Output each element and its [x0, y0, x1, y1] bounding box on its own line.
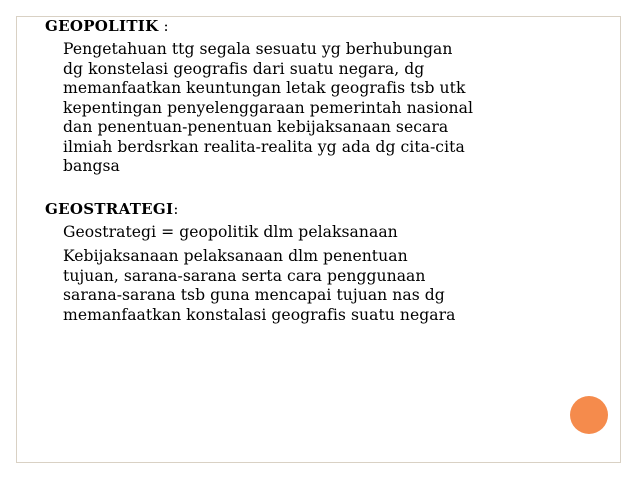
slide-content [45, 16, 605, 325]
heading-geostrategi-colon: : [173, 199, 179, 218]
geopolitik-definition [63, 40, 605, 177]
heading-geopolitik-colon: : [158, 17, 169, 35]
geopolitik-line-4: kepentingan penyelenggaraan pemerintah nasional [63, 98, 474, 117]
geostrategi-line-4: memanfaatkan konstalasi geografis suatu negara [63, 305, 456, 324]
heading-geostrategi-text: GEOSTRATEGI [45, 199, 174, 218]
geopolitik-line-3: memanfaatkan keuntungan letak geografis tsb utk [63, 79, 466, 97]
heading-geopolitik-text: GEOPOLITIK [45, 17, 159, 35]
geopolitik-line-7: bangsa [63, 157, 120, 175]
geostrategi-definition [63, 247, 605, 325]
geostrategi-line-2: tujuan, sarana-sarana serta cara penggunaan [63, 266, 426, 285]
geostrategi-eq-line-1: Geostrategi = geopolitik dlm pelaksanaan [63, 222, 398, 241]
heading-geopolitik [45, 16, 605, 36]
geopolitik-line-1: Pengetahuan ttg segala sesuatu yg berhubungan [63, 40, 453, 58]
geostrategi-line-3: sarana-sarana tsb guna mencapai tujuan nas dg [63, 286, 445, 304]
geostrategi-equation [63, 223, 605, 243]
heading-geostrategi [45, 199, 605, 219]
geopolitik-line-5: dan penentuan-penentuan kebijaksanaan secara [63, 118, 449, 136]
geostrategi-line-1: Kebijaksanaan pelaksanaan dlm penentuan [63, 247, 408, 265]
accent-circle-dot [570, 396, 608, 434]
geopolitik-line-6: ilmiah berdsrkan realita-realita yg ada dg cita-cita [63, 137, 465, 156]
geopolitik-line-2: dg konstelasi geografis dari suatu negara, dg [63, 59, 425, 78]
